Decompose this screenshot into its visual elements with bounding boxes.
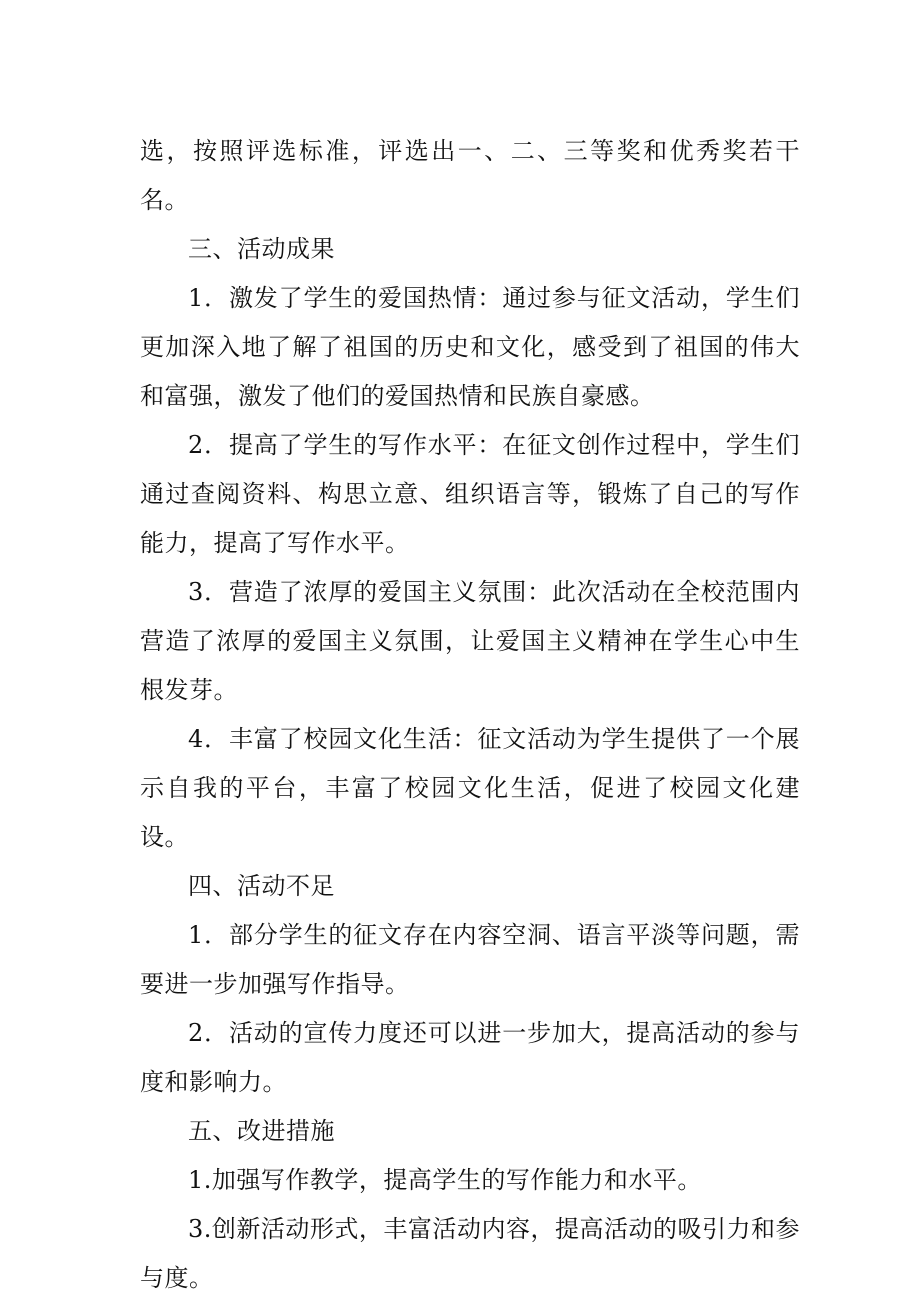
- paragraph-shortcoming-1: 1．部分学生的征文存在内容空洞、语言平淡等问题，需要进一步加强写作指导。: [140, 921, 800, 998]
- document-body: [140, 127, 800, 1303]
- paragraph-result-4: 4．丰富了校园文化生活：征文活动为学生提供了一个展示自我的平台，丰富了校园文化生活，促进了校园文化建设。: [140, 725, 800, 851]
- paragraph-continuation: 选，按照评选标准，评选出一、二、三等奖和优秀奖若干名。: [140, 137, 800, 214]
- paragraph-result-3: 3．营造了浓厚的爱国主义氛围：此次活动在全校范围内营造了浓厚的爱国主义氛围，让爱国主义精神在学生心中生根发芽。: [140, 578, 800, 704]
- section-heading-shortcomings: 四、活动不足: [188, 872, 335, 900]
- paragraph-result-2: 2．提高了学生的写作水平：在征文创作过程中，学生们通过查阅资料、构思立意、组织语言等，锻炼了自己的写作能力，提高了写作水平。: [140, 431, 800, 557]
- section-heading-results: 三、活动成果: [188, 235, 335, 263]
- paragraph-improvement-3: 3.创新活动形式，丰富活动内容，提高活动的吸引力和参与度。: [140, 1215, 800, 1292]
- paragraph-improvement-1: 1.加强写作教学，提高学生的写作能力和水平。: [188, 1166, 702, 1194]
- section-heading-improvements: 五、改进措施: [188, 1117, 335, 1145]
- paragraph-result-1: 1．激发了学生的爱国热情：通过参与征文活动，学生们更加深入地了解了祖国的历史和文化，感受到了祖国的伟大和富强，激发了他们的爱国热情和民族自豪感。: [140, 284, 800, 410]
- paragraph-shortcoming-2: 2．活动的宣传力度还可以进一步加大，提高活动的参与度和影响力。: [140, 1019, 800, 1096]
